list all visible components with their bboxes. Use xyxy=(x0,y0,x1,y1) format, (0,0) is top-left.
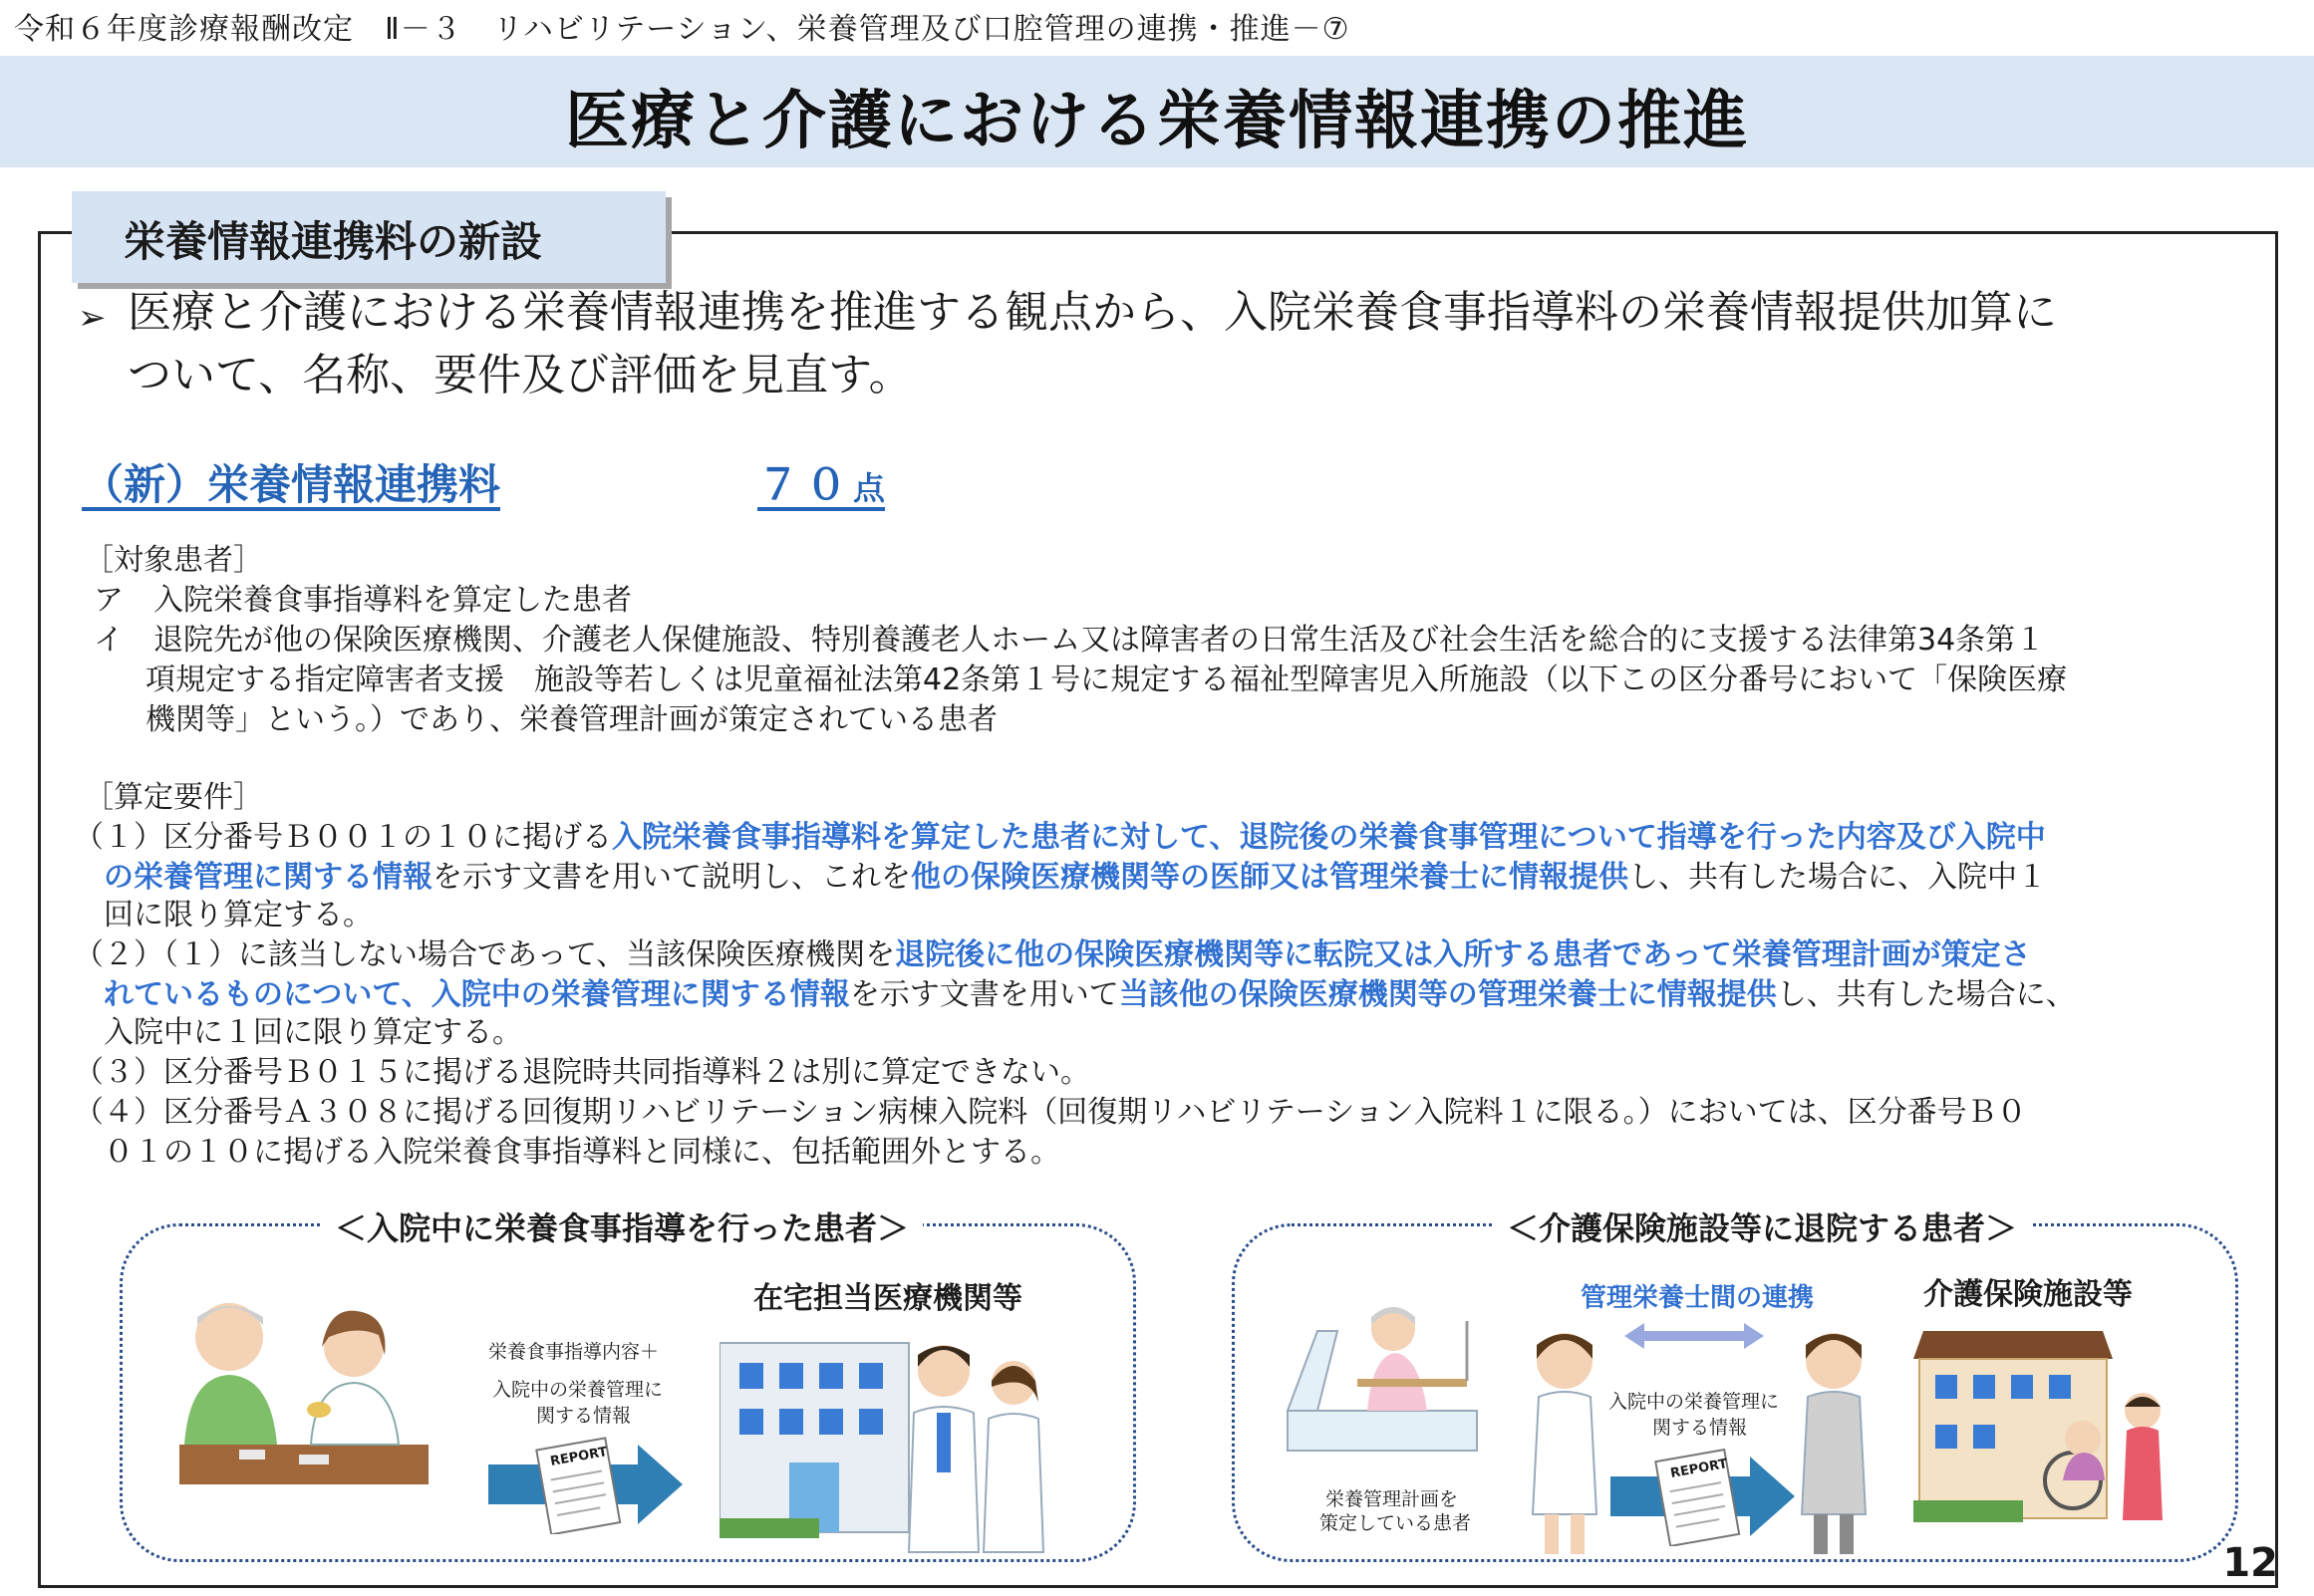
breadcrumb: 令和６年度診療報酬改定 Ⅱ－３ リハビリテーション、栄養管理及び口腔管理の連携・推進－⑦ xyxy=(14,12,1350,47)
patient-label-a: 栄養管理計画を xyxy=(1325,1488,1459,1510)
req-4-line1: （４）区分番号Ａ３０８に掲げる回復期リハビリテーション病棟入院料（回復期リハビリテーション入院料１に限る。）においては、区分番号Ｂ０ xyxy=(74,1095,2027,1130)
target-i-line1: イ 退院先が他の保険医療機関、介護老人保健施設、特別養護老人ホーム又は障害者の日常生活及び社会生活を総合的に支援する法律第34条第１ xyxy=(94,623,2046,658)
req-1-text: （１）区分番号Ｂ００１の１０に掲げる xyxy=(74,820,612,855)
bullet-icon: ➢ xyxy=(78,298,107,338)
info-label-1: 栄養食事指導内容＋ xyxy=(488,1341,660,1363)
target-heading: ［対象患者］ xyxy=(84,543,263,578)
dietitian-left-illustration xyxy=(1515,1315,1614,1564)
facility-roof xyxy=(1913,1331,2113,1359)
req-2-highlight: れているものについて、入院中の栄養管理に関する情報 xyxy=(104,977,850,1012)
section-tab xyxy=(72,191,666,283)
bed-icon xyxy=(1288,1411,1477,1451)
left-destination-label: 在宅担当医療機関等 xyxy=(753,1281,1022,1316)
summary-line-2: ついて、名称、要件及び評価を見直す。 xyxy=(128,350,913,400)
bidirectional-arrow-icon xyxy=(1624,1321,1764,1351)
right-info-label-b: 関する情報 xyxy=(1652,1417,1748,1439)
fee-points xyxy=(757,452,885,512)
panel-left-title: ＜入院中に栄養食事指導を行った患者＞ xyxy=(321,1203,923,1249)
panel-right-title: ＜介護保険施設等に退院する患者＞ xyxy=(1493,1203,2031,1249)
report-label-right: REPORT xyxy=(1669,1457,1729,1481)
patient-in-bed-illustration xyxy=(1278,1301,1497,1470)
req-2-text: を示す文書を用いて xyxy=(849,977,1119,1012)
req-1-text: し、共有した場合に、入院中１ xyxy=(1628,860,2047,895)
title-band xyxy=(0,56,2314,167)
req-1-text: を示す文書を用いて説明し、これを xyxy=(433,860,911,895)
req-1-highlight: 他の保険医療機関等の医師又は管理栄養士に情報提供 xyxy=(911,860,1628,895)
req-3: （３）区分番号Ｂ０１５に掲げる退院時共同指導料２は別に算定できない。 xyxy=(74,1055,1090,1090)
req-2-highlight: 退院後に他の保険医療機関等に転院又は入所する患者であって栄養管理計画が策定さ xyxy=(895,937,2031,972)
report-label: REPORT xyxy=(549,1445,609,1469)
req-2-line2 xyxy=(104,976,2076,1014)
req-2-text: し、共有した場合に、 xyxy=(1776,977,2076,1012)
elderly-body xyxy=(184,1375,277,1445)
fee-points-value: ７０ xyxy=(757,460,854,509)
section-tab-label: 栄養情報連携料の新設 xyxy=(124,217,543,266)
patient-dietitian-illustration xyxy=(179,1295,438,1504)
target-i-line2: 項規定する指定障害者支援 施設等若しくは児童福祉法第42条第１号に規定する福祉型障害児入所施設（以下この区分番号において「保険医療 xyxy=(145,663,2068,697)
info-label-2b: 関する情報 xyxy=(536,1405,632,1427)
req-heading: ［算定要件］ xyxy=(84,780,263,815)
care-facility-illustration xyxy=(1913,1331,2192,1550)
req-2-text: （２）（１）に該当しない場合であって、当該保険医療機関を xyxy=(74,937,896,972)
right-info-label-a: 入院中の栄養管理に xyxy=(1608,1391,1780,1413)
req-1-highlight: 入院栄養食事指導料を算定した患者に対して、退院後の栄養食事管理について指導を行った内容及び入院中 xyxy=(612,820,2046,855)
page-title: 医療と介護における栄養情報連携の推進 xyxy=(565,85,1749,158)
req-2-line3: 入院中に１回に限り算定する。 xyxy=(104,1015,522,1050)
target-i-line3: 機関等」という。）であり、栄養管理計画が策定されている患者 xyxy=(145,702,998,737)
req-1-line3: 回に限り算定する。 xyxy=(104,898,373,932)
req-1-line1 xyxy=(74,819,2046,857)
fee-points-unit: 点 xyxy=(853,469,886,507)
req-1-line2 xyxy=(104,859,2047,897)
fee-name: （新）栄養情報連携料 xyxy=(82,460,501,509)
right-destination-label: 介護保険施設等 xyxy=(1923,1277,2133,1312)
patient-label-b: 策定している患者 xyxy=(1319,1512,1472,1534)
target-a: ア 入院栄養食事指導料を算定した患者 xyxy=(94,583,632,618)
hospital-doctors-illustration xyxy=(720,1323,1058,1562)
info-label-2a: 入院中の栄養管理に xyxy=(492,1379,664,1401)
req-4-line2: ０１の１０に掲げる入院栄養食事指導料と同様に、包括範囲外とする。 xyxy=(104,1135,1060,1170)
req-2-highlight: 当該他の保険医療機関等の管理栄養士に情報提供 xyxy=(1118,977,1777,1012)
page-number: 12 xyxy=(2222,1540,2278,1586)
req-1-highlight: の栄養管理に関する情報 xyxy=(104,860,433,895)
dietitian-link-label: 管理栄養士間の連携 xyxy=(1581,1283,1815,1313)
summary-line-1: 医療と介護における栄養情報連携を推進する観点から、入院栄養食事指導料の栄養情報提供加算に xyxy=(128,287,2057,338)
req-2-line1 xyxy=(74,936,2031,974)
